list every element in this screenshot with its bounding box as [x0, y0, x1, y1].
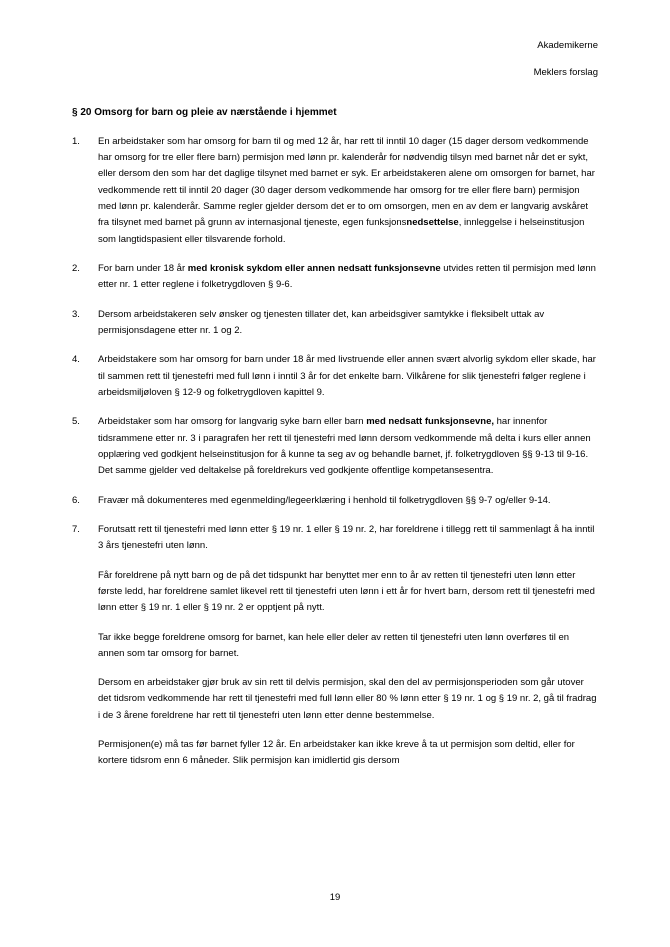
sub-paragraph: Permisjonen(e) må tas før barnet fyller 12 år. En arbeidstaker kan ikke kreve å ta ut permisjon som deltid, eller for kortere tidsrom enn 6 måneder. Slik permisjon kan imidlertid gis dersom — [98, 739, 575, 767]
list-item — [72, 493, 598, 509]
list-item — [72, 522, 598, 555]
list-item-text — [98, 307, 598, 340]
body-text: Dersom arbeidstakeren selv ønsker og tjenesten tillater det, kan arbeidsgiver samtykke i fleksibelt uttak av permisjonsdagene etter nr. 1 og 2. — [98, 308, 545, 336]
body-text: Arbeidstaker som har omsorg for langvarig syke barn eller barn — [98, 416, 367, 428]
body-text: , innleggelse i helseinstitusjon som langtidspasient eller tilsvarende forhold. — [98, 217, 585, 245]
sub-paragraph: Dersom en arbeidstaker gjør bruk av sin rett til delvis permisjon, skal den del av permisjonsperioden som går utover det tidsrom vedkommende har rett til tjenestefri med full lønn eller 80 % lønn etter § 19 nr. 1 og § 19 nr. 2, gå til fradrag i de 3 årene foreldrene har rett til tjenestefri uten lønn etter denne bestemmelse. — [98, 677, 597, 721]
sub-paragraph: Tar ikke begge foreldrene omsorg for barnet, kan hele eller deler av retten til tjenestefri uten lønn overføres til en annen som tar omsorg for barnet. — [98, 631, 570, 659]
list-item — [72, 307, 598, 340]
body-text: Forutsatt rett til tjenestefri med lønn etter § 19 nr. 1 eller § 19 nr. 2, har foreldrene i tillegg rett til sammenlagt å ha inntil 3 års tjenestefri uten lønn. — [98, 523, 595, 552]
list-item-text — [98, 414, 598, 479]
list-item-number: 7. — [72, 523, 80, 535]
list-item-number: 2. — [72, 262, 80, 274]
body-text: Fravær må dokumenteres med egenmelding/legeerklæring i henhold til folketrygdloven §§ 9-7 og/eller 9-14. — [98, 494, 551, 506]
emphasis-text: nedsettelse — [406, 217, 459, 229]
numbered-list — [72, 134, 598, 555]
page-header — [72, 40, 598, 80]
list-item — [72, 414, 598, 479]
section-title: § 20 Omsorg for barn og pleie av nærstående i hjemmet — [72, 106, 337, 118]
list-item — [72, 352, 598, 401]
list-item-text — [98, 134, 598, 248]
sub-paragraph: Får foreldrene på nytt barn og de på det tidspunkt har benyttet mer enn to år av retten til tjenestefri uten lønn etter første ledd, har foreldrene samlet likevel rett til tjenestefri uten lønn i ett år for hvert barn, dersom rett til tjenestefri med lønn etter § 19 nr. 1 eller § 19 nr. 2 er opptjent på nytt. — [98, 569, 595, 614]
list-item-number: 3. — [72, 308, 80, 320]
body-text: For barn under 18 år — [98, 262, 188, 274]
emphasis-text: med nedsatt funksjonsevne, — [366, 416, 494, 428]
list-item-number: 6. — [72, 494, 80, 506]
page-number: 19 — [329, 892, 341, 903]
list-item-number: 4. — [72, 354, 80, 366]
list-item-number: 5. — [72, 416, 80, 428]
list-item-text — [98, 261, 598, 294]
body-text: En arbeidstaker som har omsorg for barn til og med 12 år, har rett til inntil 10 dager (15 dager dersom vedkommende har omsorg for tre eller flere barn) permisjon med lønn pr. kalenderår for nødvendig tilsyn med barnet når det er sykt, eller dersom den som har det daglige tilsynet med barnet er syk. Er arbeidstakeren alene om omsorgen for barnet, har vedkommende rett til inntil 20 dager (30 dager dersom vedkommende har omsorg for tre eller flere barn) permisjon med lønn pr. kalenderår. Samme regler gjelder dersom det er to om omsorgen, men en av dem er langvarig avskåret fra tilsynet med barnet på grunn av internasjonal tjeneste, egen funksjons — [98, 135, 595, 229]
list-item — [72, 134, 598, 248]
header-organization: Akademikerne — [537, 40, 598, 51]
list-item — [72, 261, 598, 294]
list-item-text — [98, 493, 598, 509]
list-item-text — [98, 522, 598, 555]
body-text: har innenfor tidsrammene etter nr. 3 i paragrafen her rett til tjenestefri med lønn dersom vedkommende må delta i kurs eller annen opplæring ved godkjent helseinstitusjon for å kunne ta seg av og behandle barnet, jf. folketrygdloven §§ 9-13 til 9-16. Det samme gjelder ved deltakelse på foreldrekurs ved godkjente offentlige kompetansesentra. — [98, 416, 591, 477]
body-text: Arbeidstakere som har omsorg for barn under 18 år med livstruende eller annen svært alvorlig sykdom eller skade, har til sammen rett til tjenestefri med full lønn i inntil 3 år for det enkelte barn. Vilkårene for slik tjenestefri følger reglene i arbeidsmiljøloven § 12-9 og folketrygdloven kapittel 9. — [98, 354, 596, 398]
list-item-text — [98, 352, 598, 401]
header-subtitle: Meklers forslag — [533, 66, 598, 78]
list-item-number: 1. — [72, 135, 80, 147]
emphasis-text: med kronisk sykdom eller annen nedsatt funksjonsevne — [187, 262, 441, 274]
sub-paragraphs — [72, 568, 598, 770]
body-text: utvides retten til permisjon med lønn etter nr. 1 etter reglene i folketrygdloven § 9-6. — [98, 262, 596, 291]
